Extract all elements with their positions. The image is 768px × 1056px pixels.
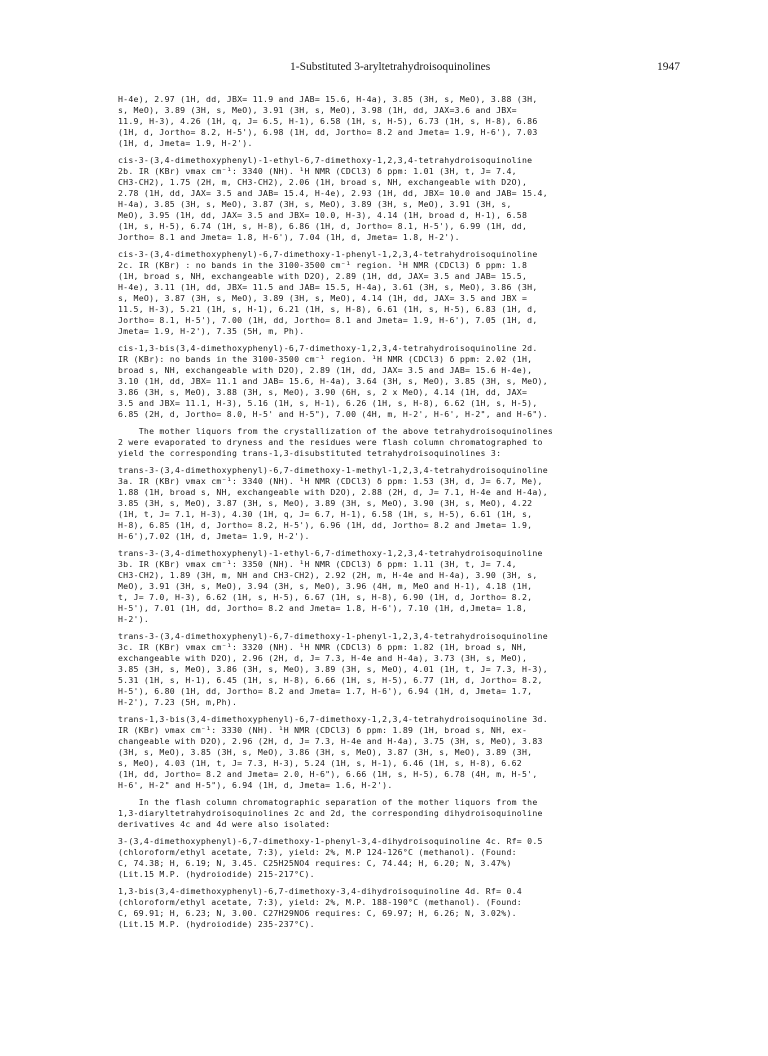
text-line: (1H, broad s, NH, exchangeable with D2O), 2.89 (1H, dd, JAX= 3.5 and JAB= 15.5, [118,271,528,281]
text-line: 11.5, H-3), 5.21 (1H, s, H-1), 6.21 (1H, s, H-8), 6.61 (1H, s, H-5), 6.83 (1H, d, [118,304,538,314]
text-line: H-5'), 7.01 (1H, dd, Jortho= 8.2 and Jmeta= 1.8, H-6'), 7.10 (1H, d,Jmeta= 1.8, [118,603,528,613]
text-line: 3b. IR (KBr) νmax cm⁻¹: 3350 (NH). ¹H NMR (CDCl3) δ ppm: 1.11 (3H, t, J= 7.4, [118,559,517,569]
text-line: 3.5 and JBX= 11.1, H-3), 5.16 (1H, s, H-1), 6.26 (1H, s, H-8), 6.62 (1H, s, H-5), [118,398,538,408]
text-line: H-4e), 3.11 (1H, dd, JBX= 11.5 and JAB= 15.5, H-4a), 3.61 (3H, s, MeO), 3.86 (3H, [118,282,538,292]
text-line: H-2'), 7.23 (5H, m,Ph). [118,697,238,707]
text-line: 6.85 (2H, d, Jortho= 8.0, H-5' and H-5"), 7.00 (4H, m, H-2', H-6', H-2", and H-6"). [118,409,548,419]
text-line: 3.85 (3H, s, MeO), 3.87 (3H, s, MeO), 3.89 (3H, s, MeO), 3.90 (3H, s, MeO), 4.22 [118,498,533,508]
running-title: 1-Substituted 3-aryltetrahydroisoquinolines [290,61,491,73]
text-line: 3a. IR (KBr) νmax cm⁻¹: 3340 (NH). ¹H NMR (CDCl3) δ ppm: 1.53 (3H, d, J= 6.7, Me), [118,476,543,486]
text-line: MeO), 3.95 (1H, dd, JAX= 3.5 and JBX= 10.0, H-3), 4.14 (1H, broad d, H-1), 6.58 [118,210,528,220]
running-header [290,61,680,77]
text-line: derivatives 4c and 4d were also isolated: [118,819,331,829]
text-line: trans-3-(3,4-dimethoxyphenyl)-1-ethyl-6,7-dimethoxy-1,2,3,4-tetrahydroisoquinoline [118,548,543,558]
text-line: 1,3-diaryltetrahydroisoquinolines 2c and 2d, the corresponding dihydroisoquinoline [118,808,543,818]
paragraph-p3 [118,343,660,420]
text-line: H-5'), 6.80 (1H, dd, Jortho= 8.2 and Jmeta= 1.7, H-6'), 6.94 (1H, d, Jmeta= 1.7, [118,686,533,696]
text-line: Jortho= 8.1, H-5'), 7.00 (1H, dd, Jortho= 8.1 and Jmeta= 1.9, H-6'), 7.05 (1H, d, [118,315,538,325]
text-line: 2b. IR (KBr) νmax cm⁻¹: 3340 (NH). ¹H NMR (CDCl3) δ ppm: 1.01 (3H, t, J= 7.4, [118,166,517,176]
text-line: (1H, t, J= 7.1, H-3), 4.30 (1H, q, J= 6.7, H-1), 6.58 (1H, s, H-5), 6.61 (1H, s, [118,509,533,519]
text-line: (1H, s, H-5), 6.74 (1H, s, H-8), 6.86 (1H, d, Jortho= 8.1, H-5'), 6.99 (1H, dd, [118,221,528,231]
text-line: changeable with D2O), 2.96 (2H, d, J= 7.3, H-4e and H-4a), 3.75 (3H, s, MeO), 3.83 [118,736,543,746]
text-line: IR (KBr) νmax cm⁻¹: 3330 (NH). ¹H NMR (CDCl3) δ ppm: 1.89 (1H, broad s, NH, ex- [118,725,528,735]
article-body [118,94,660,936]
text-line: 3.10 (1H, dd, JBX= 11.1 and JAB= 15.6, H-4a), 3.64 (3H, s, MeO), 3.85 (3H, s, MeO), [118,376,548,386]
text-line: t, J= 7.0, H-3), 6.62 (1H, s, H-5), 6.67 (1H, s, H-8), 6.90 (1H, d, Jortho= 8.2, [118,592,533,602]
text-line: 3.85 (3H, s, MeO), 3.86 (3H, s, MeO), 3.89 (3H, s, MeO), 4.01 (1H, t, J= 7.3, H-3), [118,664,548,674]
paragraph-p5 [118,465,660,542]
text-line: H-2'). [118,614,150,624]
text-line: s, MeO), 4.03 (1H, t, J= 7.3, H-3), 5.24 (1H, s, H-1), 6.46 (1H, s, H-8), 6.62 [118,758,522,768]
text-line: C, 69.91; H, 6.23; N, 3.00. C27H29NO6 requires: C, 69.97; H, 6.26; N, 3.02%). [118,908,517,918]
text-line: exchangeable with D2O), 2.96 (2H, d, J= 7.3, H-4e and H-4a), 3.73 (3H, s, MeO), [118,653,528,663]
text-line: (chloroform/ethyl acetate, 7:3), yield: 2%, M.P. 188-190°C (methanol). (Found: [118,897,522,907]
text-line: The mother liquors from the crystallization of the above tetrahydroisoquinolines [118,426,554,436]
text-line: (1H, d, Jortho= 8.2, H-5'), 6.98 (1H, dd, Jortho= 8.2 and Jmeta= 1.9, H-6'), 7.03 [118,127,538,137]
text-line: (Lit.15 M.P. (hydroiodide) 235-237°C). [118,919,315,929]
text-line: cis-3-(3,4-dimethoxyphenyl)-6,7-dimethoxy-1-phenyl-1,2,3,4-tetrahydroisoquinoline [118,249,538,259]
text-line: C, 74.38; H, 6.19; N, 3.45. C25H25NO4 requires: C, 74.44; H, 6.20; N, 3.47%) [118,858,512,868]
text-line: Jortho= 8.1 and Jmeta= 1.8, H-6'), 7.04 (1H, d, Jmeta= 1.8, H-2'). [118,232,460,242]
paragraph-p6 [118,548,660,625]
text-line: trans-3-(3,4-dimethoxyphenyl)-6,7-dimethoxy-1-methyl-1,2,3,4-tetrahydroisoquinoline [118,465,548,475]
text-line: (3H, s, MeO), 3.85 (3H, s, MeO), 3.86 (3H, s, MeO), 3.87 (3H, s, MeO), 3.89 (3H, [118,747,533,757]
text-line: 2 were evaporated to dryness and the residues were flash column chromatographed to [118,437,543,447]
paragraph-p10 [118,836,660,880]
text-line: CH3-CH2), 1.89 (3H, m, NH and CH3-CH2), 2.92 (2H, m, H-4e and H-4a), 3.90 (3H, s, [118,570,538,580]
text-line: MeO), 3.91 (3H, s, MeO), 3.94 (3H, s, MeO), 3.96 (4H, m, MeO and H-1), 4.18 (1H, [118,581,533,591]
text-line: broad s, NH, exchangeable with D2O), 2.89 (1H, dd, JAX= 3.5 and JAB= 15.6 H-4e), [118,365,533,375]
text-line: (chloroform/ethyl acetate, 7:3), yield: 2%, M.P 124-126°C (methanol). (Found: [118,847,517,857]
paragraph-p11 [118,886,660,930]
text-line: trans-1,3-bis(3,4-dimethoxyphenyl)-6,7-dimethoxy-1,2,3,4-tetrahydroisoquinoline 3d. [118,714,548,724]
text-line: 3.86 (3H, s, MeO), 3.88 (3H, s, MeO), 3.90 (6H, s, 2 x MeO), 4.14 (1H, dd, JAX= [118,387,528,397]
paragraph-p1 [118,155,660,243]
text-line: Jmeta= 1.9, H-2'), 7.35 (5H, m, Ph). [118,326,305,336]
text-line: 2c. IR (KBr) : no bands in the 3100-3500 cm⁻¹ region. ¹H NMR (CDCl3) δ ppm: 1.8 [118,260,528,270]
paragraph-p2 [118,249,660,337]
text-line: cis-3-(3,4-dimethoxyphenyl)-1-ethyl-6,7-dimethoxy-1,2,3,4-tetrahydroisoquinoline [118,155,533,165]
paragraph-p9 [118,797,660,830]
text-line: 2.78 (1H, dd, JAX= 3.5 and JAB= 15.4, H-4e), 2.93 (1H, dd, JBX= 10.0 and JAB= 15.4, [118,188,548,198]
text-line: H-6'),7.02 (1H, d, Jmeta= 1.9, H-2'). [118,531,310,541]
text-line: H-4e), 2.97 (1H, dd, JBX= 11.9 and JAB= 15.6, H-4a), 3.85 (3H, s, MeO), 3.88 (3H, [118,94,538,104]
text-line: 3c. IR (KBr) νmax cm⁻¹: 3320 (NH). ¹H NMR (CDCl3) δ ppm: 1.82 (1H, broad s, NH, [118,642,528,652]
text-line: s, MeO), 3.87 (3H, s, MeO), 3.89 (3H, s, MeO), 4.14 (1H, dd, JAX= 3.5 and JBX = [118,293,528,303]
text-line: In the flash column chromatographic separation of the mother liquors from the [118,797,538,807]
text-line: H-6', H-2" and H-5"), 6.94 (1H, d, Jmeta= 1.6, H-2'). [118,780,393,790]
text-line: 5.31 (1H, s, H-1), 6.45 (1H, s, H-8), 6.66 (1H, s, H-5), 6.77 (1H, d, Jortho= 8.2, [118,675,543,685]
paragraph-p7 [118,631,660,708]
text-line: 3-(3,4-dimethoxyphenyl)-6,7-dimethoxy-1-phenyl-3,4-dihydroisoquinoline 4c. Rf= 0.5 [118,836,543,846]
text-line: IR (KBr): no bands in the 3100-3500 cm⁻¹ region. ¹H NMR (CDCl3) δ ppm: 2.02 (1H, [118,354,533,364]
text-line: yield the corresponding trans-1,3-disubstituted tetrahydroisoquinolines 3: [118,448,502,458]
paragraph-p0 [118,94,660,149]
paragraph-p4 [118,426,660,459]
text-line: (1H, dd, Jortho= 8.2 and Jmeta= 2.0, H-6"), 6.66 (1H, s, H-5), 6.78 (4H, m, H-5', [118,769,538,779]
text-line: s, MeO), 3.89 (3H, s, MeO), 3.91 (3H, s, MeO), 3.98 (1H, dd, JAX=3.6 and JBX= [118,105,517,115]
text-line: H-8), 6.85 (1H, d, Jortho= 8.2, H-5'), 6.96 (1H, dd, Jortho= 8.2 and Jmeta= 1.9, [118,520,533,530]
text-line: 11.9, H-3), 4.26 (1H, q, J= 6.5, H-1), 6.58 (1H, s, H-5), 6.73 (1H, s, H-8), 6.86 [118,116,538,126]
text-line: (Lit.15 M.P. (hydroiodide) 215-217°C). [118,869,315,879]
text-line: cis-1,3-bis(3,4-dimethoxyphenyl)-6,7-dimethoxy-1,2,3,4-tetrahydroisoquinoline 2d. [118,343,538,353]
text-line: 1,3-bis(3,4-dimethoxyphenyl)-6,7-dimethoxy-3,4-dihydroisoquinoline 4d. Rf= 0.4 [118,886,522,896]
text-line: H-4a), 3.85 (3H, s, MeO), 3.87 (3H, s, MeO), 3.89 (3H, s, MeO), 3.91 (3H, s, [118,199,512,209]
text-line: CH3-CH2), 1.75 (2H, m, CH3-CH2), 2.06 (1H, broad s, NH, exchangeable with D2O), [118,177,528,187]
text-line: 1.88 (1H, broad s, NH, exchangeable with D2O), 2.88 (2H, d, J= 7.1, H-4e and H-4a), [118,487,548,497]
text-line: trans-3-(3,4-dimethoxyphenyl)-6,7-dimethoxy-1-phenyl-1,2,3,4-tetrahydroisoquinoline [118,631,548,641]
page-number: 1947 [657,61,680,73]
paragraph-p8 [118,714,660,791]
text-line: (1H, d, Jmeta= 1.9, H-2'). [118,138,253,148]
